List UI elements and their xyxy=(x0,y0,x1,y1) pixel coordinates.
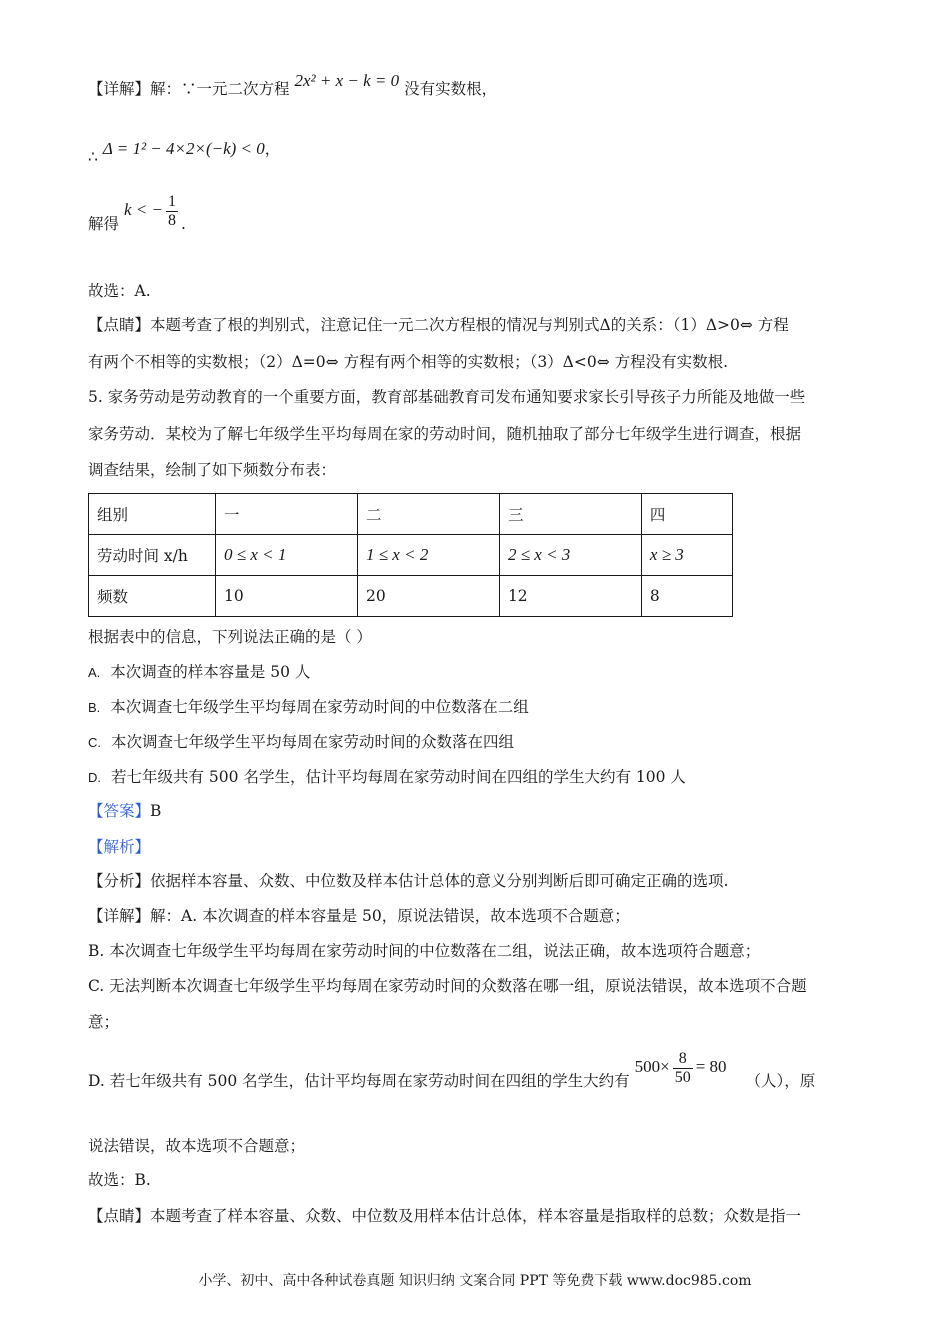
q4-tip-line2: 有两个不相等的实数根；（2）Δ=0⇔ 方程有两个相等的实数根；（3）Δ<0⇔ 方程没有实数根. xyxy=(88,353,729,371)
table-row: 频数 10 20 12 8 xyxy=(89,576,733,617)
q5-stem-line2: 家务劳动．某校为了解七年级学生平均每周在家的劳动时间，随机抽取了部分七年级学生进行调查，根据 xyxy=(88,425,802,443)
q4-solve-line: 解得 k < − $\frac{1}{8}$ . xyxy=(88,192,186,233)
q5-tip-line: 【点睛】本题考查了样本容量、众数、中位数及用样本估计总体，样本容量是指取样的总数；众数是指一 xyxy=(88,1207,802,1225)
fraction: $\frac{8}{50}$ xyxy=(674,1049,691,1086)
table-row: 组别 一 二 三 四 xyxy=(89,494,733,535)
q5-question: 根据表中的信息，下列说法正确的是（ ） xyxy=(88,628,372,646)
q4-detail-line: 【详解】解：∵一元二次方程 2x² + x − k = 0 没有实数根， xyxy=(88,71,498,98)
detail-a-line: 【详解】解：A. 本次调查的样本容量是 50，原说法错误，故本选项不合题意； xyxy=(88,907,630,925)
page-footer: 小学、初中、高中各种试卷真题 知识归纳 文案合同 PPT 等免费下载 www.doc985.com xyxy=(198,1273,752,1289)
answer-value: B xyxy=(150,802,162,820)
delta-formula: Δ = 1² − 4×2×(−k) < 0 xyxy=(102,139,265,158)
fenxi-line: 【分析】依据样本容量、众数、中位数及样本估计总体的意义分别判断后即可确定正确的选项. xyxy=(88,872,729,890)
q5-stem-line1: 5. 家务劳动是劳动教育的一个重要方面，教育部基础教育司发布通知要求家长引导孩子力所能及地做一些 xyxy=(88,388,806,406)
equation: 2x² + x − k = 0 xyxy=(294,71,400,90)
option-d: D. 若七年级共有 500 名学生，估计平均每周在家劳动时间在四组的学生大约有 100 人 xyxy=(88,768,686,786)
fraction: $\frac{1}{8}$ xyxy=(167,192,176,229)
detail-c-line1: C. 无法判断本次调查七年级学生平均每周在家劳动时间的众数落在哪一组，原说法错误，故本选项不合题 xyxy=(88,977,807,995)
q4-delta-line: ∴ Δ = 1² − 4×2×(−k) < 0， xyxy=(88,139,281,166)
table-row: 劳动时间 x/h 0 ≤ x < 1 1 ≤ x < 2 2 ≤ x < 3 x ≥ 3 xyxy=(89,535,733,576)
q5-choice: 故选：B. xyxy=(88,1171,151,1189)
q4-tip-line1: 【点睛】本题考查了根的判别式，注意记住一元二次方程根的情况与判别式Δ的关系：（1）Δ>0⇔ 方程 xyxy=(88,316,789,334)
detail-d-line2: 说法错误，故本选项不合题意； xyxy=(88,1137,306,1155)
q4-choice: 故选：A. xyxy=(88,282,151,300)
option-a: A. 本次调查的样本容量是 50 人 xyxy=(88,663,311,681)
detail-tag: 【详解】 xyxy=(88,80,151,98)
answer-tag: 【答案】 xyxy=(88,802,151,820)
analysis-tag: 【解析】 xyxy=(88,838,151,856)
detail-c-line2: 意； xyxy=(88,1013,120,1031)
frequency-table xyxy=(88,493,733,617)
answer-line xyxy=(88,800,862,822)
detail-b-line: B. 本次调查七年级学生平均每周在家劳动时间的中位数落在二组，说法正确，故本选项符合题意； xyxy=(88,942,761,960)
q5-stem-line3: 调查结果，绘制了如下频数分布表： xyxy=(88,461,337,479)
option-b: B. 本次调查七年级学生平均每周在家劳动时间的中位数落在二组 xyxy=(88,698,529,716)
option-c: C. 本次调查七年级学生平均每周在家劳动时间的众数落在四组 xyxy=(88,733,515,751)
detail-d-line1: D. 若七年级共有 500 名学生，估计平均每周在家劳动时间在四组的学生大约有 500× $\frac{8}{50}$ = 80 （人），原 xyxy=(88,1049,816,1090)
